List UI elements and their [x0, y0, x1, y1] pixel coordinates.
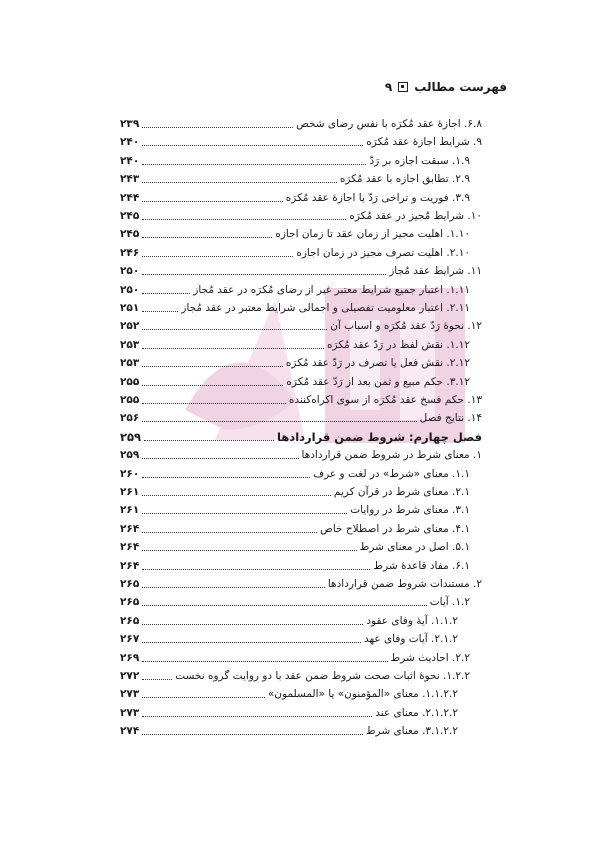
toc-entry-page: ۲۵۰	[120, 265, 140, 278]
dot-leader	[142, 218, 346, 220]
toc-row	[120, 591, 470, 609]
toc-entry-page: ۲۶۵	[120, 578, 140, 590]
toc-entry-page: ۲۶۴	[120, 522, 140, 535]
toc-row	[120, 260, 482, 278]
toc-entry-title: ۵.۱. اصل در معنای شرط	[359, 541, 470, 554]
toc-entry-page: ۲۶۴	[120, 541, 140, 554]
dot-leader	[142, 660, 387, 662]
toc-row	[120, 720, 458, 738]
toc-row	[120, 242, 470, 260]
toc-entry-title: ۲.۹. تطابق اجازه با عقد مُکرَه	[339, 173, 470, 186]
dot-leader	[142, 255, 293, 257]
toc-entry-page: ۲۵۳	[120, 357, 140, 370]
toc-row	[120, 518, 470, 536]
running-header	[385, 80, 507, 94]
toc-entry-title: ۲.۱۲. نقش فعل یا تصرف در رَدّ عقد مُکرَه	[285, 357, 470, 370]
toc-row	[120, 683, 458, 701]
toc-entry-title: ۱.۱۲. نقش لفظ در رَدّ عقد مُکرَه	[326, 338, 470, 351]
dot-leader	[142, 641, 361, 643]
toc-entry-page: ۲۵۰	[120, 283, 140, 296]
toc-entry-page: ۲۶۱	[120, 504, 140, 517]
toc-row	[120, 150, 470, 168]
dot-leader	[142, 494, 331, 496]
dot-leader	[142, 200, 283, 202]
toc-row	[120, 113, 482, 131]
dot-leader	[142, 678, 172, 680]
toc-entry-title: ۲.۲. احادیث شرط	[390, 651, 470, 664]
toc-entry-page: ۲۵۳	[120, 338, 140, 351]
toc-row	[120, 389, 482, 407]
toc-row	[120, 665, 470, 683]
dot-leader	[142, 402, 286, 404]
toc-entry-title: ۱.۱.۲. آیهٔ وفای عقود	[366, 614, 458, 627]
chapter-heading-row	[120, 426, 482, 444]
toc-entry-title: ۳.۱۲. حکم مبیع و ثمن بعد از رَدّ عقد مُکرَه	[286, 375, 470, 388]
toc-entry-page: ۲۴۳	[120, 173, 140, 186]
toc-entry-title: ۳.۱.۲.۲. معنای شرط	[365, 725, 458, 738]
toc-entry-title: ۱۱. شرایط عقد مُجاز	[389, 265, 482, 278]
dot-leader	[142, 163, 366, 165]
dot-leader	[142, 604, 427, 606]
dot-leader	[142, 531, 317, 533]
toc-entry-page: ۲۶۵	[120, 614, 140, 627]
dot-leader	[142, 512, 347, 514]
toc-row	[120, 573, 482, 591]
toc-entry-page: ۲۴۵	[120, 228, 140, 241]
toc-entry-page: ۲۴۰	[120, 154, 140, 167]
toc-row	[120, 499, 470, 517]
toc-entry-title: ۲.۱. معنای شرط در قرآن کریم	[333, 486, 470, 498]
toc-entry-page: ۲۵۶	[120, 412, 140, 425]
toc-entry-page: ۲۴۵	[120, 210, 140, 222]
toc-entry-page: ۲۷۴	[120, 725, 140, 738]
toc-row	[120, 463, 470, 481]
dot-leader	[142, 384, 283, 386]
toc-entry-page: ۲۵۵	[120, 394, 140, 406]
toc-entry-title: ۱۴. نتایج فصل	[419, 412, 482, 425]
toc-row	[120, 371, 470, 389]
toc-entry-page: ۲۵۹	[120, 429, 142, 444]
toc-entry-page: ۲۶۵	[120, 596, 140, 609]
ornament-square-icon	[398, 82, 408, 92]
toc-row	[120, 555, 470, 573]
toc-entry-title: ۶.۱. مفاد قاعدهٔ شرط	[373, 559, 470, 572]
toc-entry-page: ۲۶۷	[120, 633, 140, 646]
dot-leader	[142, 623, 363, 625]
toc-row	[120, 205, 482, 223]
toc-row	[120, 131, 482, 149]
dot-leader	[142, 236, 272, 238]
dot-leader	[142, 347, 324, 349]
toc-row	[120, 481, 470, 499]
toc-row	[120, 536, 470, 554]
toc-row	[120, 334, 470, 352]
toc-entry-title: ۱.۱.۲.۲. معنای «المؤمنون» یا «المسلمون»	[267, 688, 458, 701]
toc-row	[120, 223, 470, 241]
toc-entry-title: ۱.۲.۲. نحوهٔ اثبات صحت شروط ضمن عقد با دو روایت گروه نخست	[175, 670, 470, 682]
toc-row	[120, 628, 458, 646]
toc-entry-title: ۲.۱۱. اعتبار معلومیت تفصیلی و اجمالی شرایط معتبر در عقد مُجاز	[181, 302, 470, 314]
toc-entry-page: ۲۶۹	[120, 651, 140, 664]
dot-leader	[142, 715, 372, 717]
dot-leader	[142, 292, 190, 294]
toc-entry-title: ۲.۱۰. اهلیت تصرف مجیز در زمان اجازه	[296, 246, 470, 259]
toc-entry-title: ۹. شرایط اجازهٔ عقد مُکرَه	[366, 136, 482, 149]
toc-entry-title: فصل چهارم: شروط ضمن قراردادها	[277, 429, 482, 444]
toc-entry-title: ۶.۸. اجازهٔ عقد مُکرَه با نفس رضای شخص	[296, 118, 482, 130]
toc-entry-page: ۲۵۲	[120, 320, 140, 333]
dot-leader	[144, 439, 274, 441]
toc-entry-page: ۲۶۱	[120, 486, 140, 498]
toc-row	[120, 352, 470, 370]
toc-row	[120, 297, 470, 315]
dot-leader	[142, 733, 363, 735]
dot-leader	[142, 328, 327, 330]
header-page-number: ۹	[384, 80, 393, 94]
toc-entry-title: ۱.۱۱. اعتبار جمیع شرایط معتبر غیر از رضای مُکرَه در عقد مُجاز	[193, 283, 470, 296]
toc-row	[120, 407, 482, 425]
toc-entry-page: ۲۵۵	[120, 375, 140, 388]
toc-entry-page: ۲۶۰	[120, 467, 140, 480]
toc-entry-page: ۲۴۴	[120, 191, 140, 204]
toc-entry-page: ۲۷۲	[120, 670, 140, 682]
dot-leader	[142, 476, 310, 478]
toc-row	[120, 444, 482, 462]
toc-row	[120, 702, 458, 720]
dot-leader	[142, 273, 386, 275]
toc-entry-title: ۱۲. نحوهٔ رَدّ عقد مُکرَه و اسباب آن	[330, 320, 482, 333]
toc-entry-page: ۲۷۳	[120, 688, 140, 701]
toc-entry-title: ۱.۱. معنای «شرط» در لغت و عرف	[313, 467, 470, 480]
toc-entry-page: ۲۷۳	[120, 706, 140, 719]
dot-leader	[142, 420, 416, 422]
dot-leader	[142, 457, 298, 459]
toc-row	[120, 279, 470, 297]
toc-entry-title: ۱۰. شرایط مُجیز در عقد مُکرَه	[349, 210, 482, 222]
toc-entry-page: ۲۳۹	[120, 118, 140, 130]
dot-leader	[142, 586, 325, 588]
toc-entry-page: ۲۴۰	[120, 136, 140, 149]
toc-entry-title: ۲. مستندات شروط ضمن قراردادها	[327, 578, 482, 590]
dot-leader	[142, 568, 370, 570]
toc-entry-title: ۱۳. حکم فسخ عقد مُکرَه از سوی اکراه‌کننده	[288, 394, 482, 406]
dot-leader	[142, 144, 363, 146]
toc-entry-page: ۲۵۱	[120, 302, 140, 314]
toc-row	[120, 187, 470, 205]
toc-entry-title: ۲.۱.۲.۲. معنای عند	[375, 706, 458, 719]
dot-leader	[142, 365, 283, 367]
toc-row	[120, 168, 470, 186]
dot-leader	[142, 126, 293, 128]
toc-row	[120, 315, 482, 333]
dot-leader	[142, 549, 356, 551]
toc-row	[120, 610, 458, 628]
dot-leader	[142, 310, 178, 312]
toc-entry-title: ۱.۲. آیات	[429, 596, 470, 609]
toc-entry-title: ۴.۱. معنای شرط در اصطلاح خاص	[320, 522, 470, 535]
toc-entry-title: ۱.۹. سبقت اجازه بر رَدّ	[369, 154, 470, 167]
dot-leader	[142, 696, 265, 698]
toc-entry-title: ۱. معنای شرط در شروط ضمن قراردادها	[301, 449, 482, 462]
toc-entry-title: ۱.۱۰. اهلیت مجیز از زمان عقد تا زمان اجازه	[275, 228, 470, 241]
toc-entry-title: ۳.۹. فوریت و تراخی رَدّ یا اجازهٔ عقد مُکرَه	[285, 191, 470, 204]
toc-row	[120, 647, 470, 665]
toc-entry-page: ۲۶۴	[120, 559, 140, 572]
dot-leader	[142, 181, 337, 183]
toc-entry-title: ۲.۱.۲. آیات وفای عهد	[363, 633, 458, 646]
header-title: فهرست مطالب	[414, 80, 507, 94]
toc-entry-page: ۲۴۶	[120, 246, 140, 259]
toc-entry-title: ۳.۱. معنای شرط در روایات	[350, 504, 470, 517]
toc-entry-page: ۲۵۹	[120, 449, 140, 462]
